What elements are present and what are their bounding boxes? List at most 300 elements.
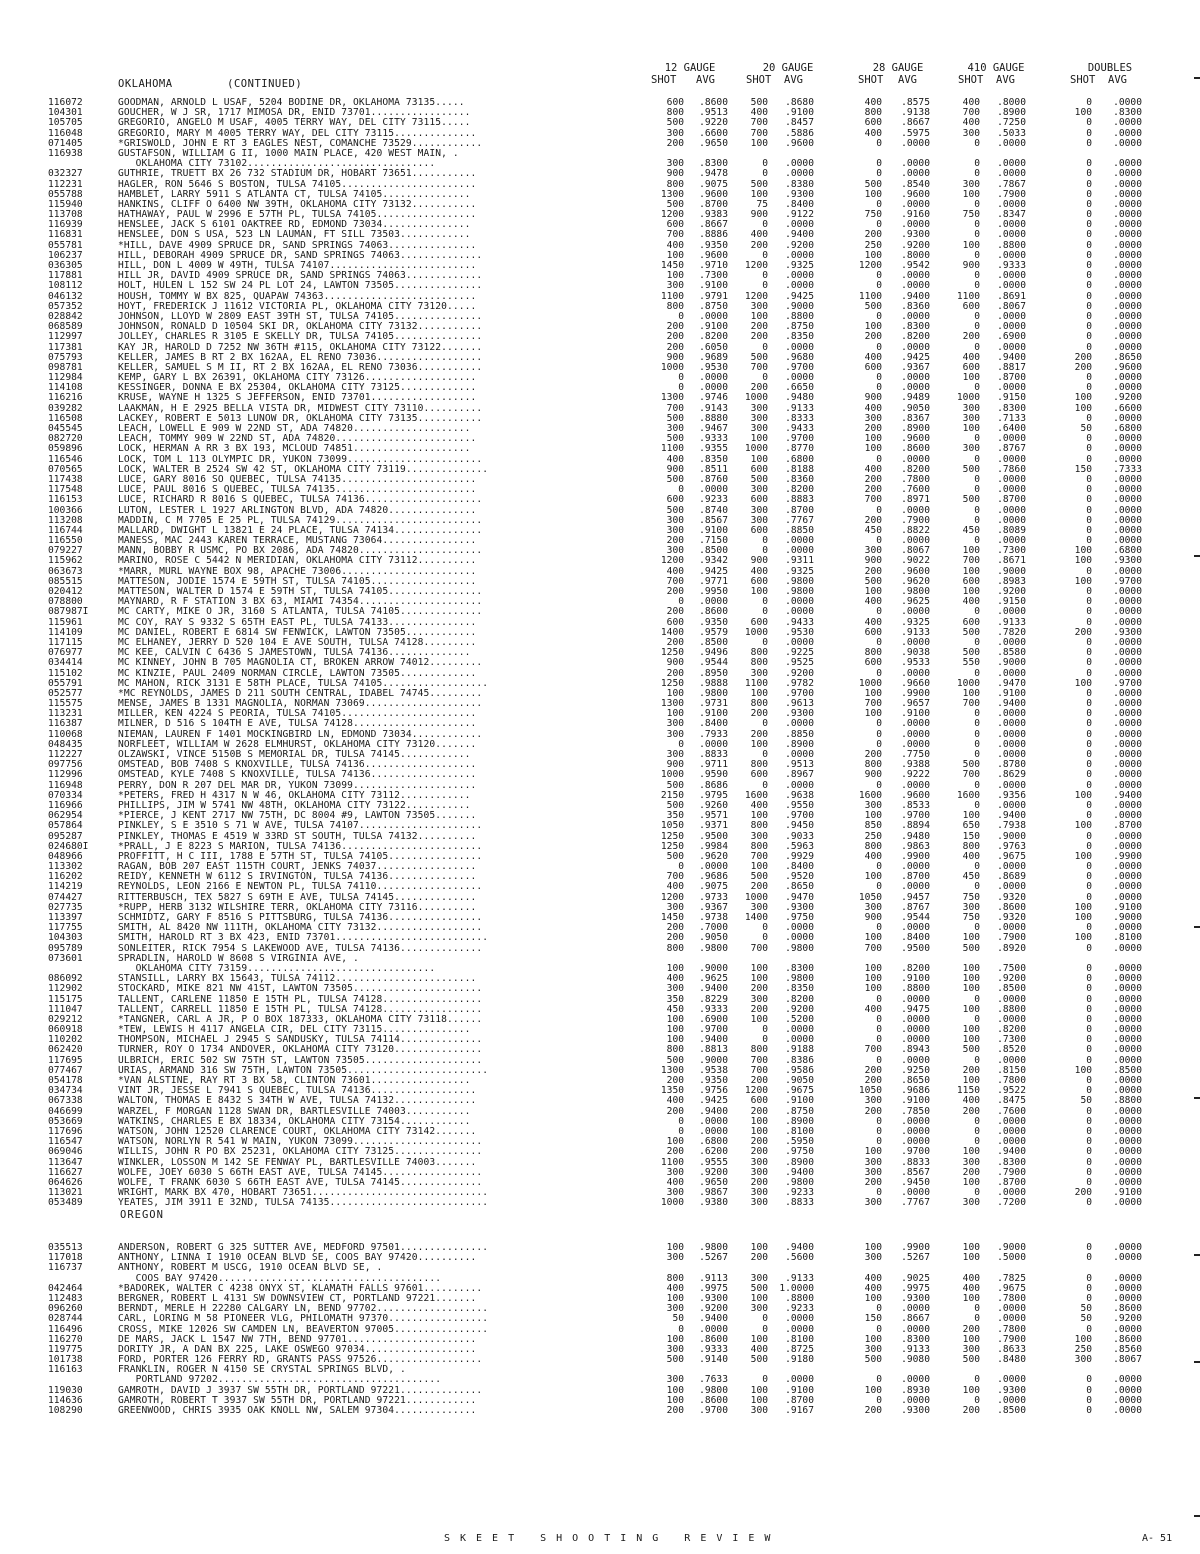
shot-20-gauge: 400 — [750, 107, 768, 119]
avg-12-gauge: .8500 — [699, 545, 728, 557]
avg-28-gauge: .0000 — [901, 1115, 930, 1127]
avg-410-gauge: .8500 — [997, 983, 1026, 995]
shot-20-gauge: 500 — [750, 1282, 768, 1294]
shot-28-gauge: 700 — [864, 942, 882, 954]
avg-20-gauge: .9800 — [785, 942, 814, 954]
member-id: 048435 — [48, 738, 83, 750]
avg-410-gauge: .0000 — [997, 799, 1026, 811]
avg-410-gauge: .0000 — [997, 1115, 1026, 1127]
avg-410-gauge: .0000 — [997, 484, 1026, 496]
shot-410-gauge: 100 — [962, 545, 980, 557]
avg-12-gauge: .8600 — [699, 97, 728, 108]
shot-12-gauge: 200 — [666, 922, 684, 934]
shot-header: SHOT — [958, 74, 984, 86]
avg-12-gauge: .9050 — [699, 932, 728, 944]
member-name-address: BERGNER, ROBERT L 4131 SW DOWNSVIEW CT, PORTLAND 97221....... — [118, 1293, 477, 1304]
member-id: 104301 — [48, 107, 83, 119]
avg-28-gauge: .8567 — [901, 1166, 930, 1178]
shot-12-gauge: 100 — [666, 1136, 684, 1148]
avg-doubles: .0000 — [1113, 586, 1142, 597]
avg-410-gauge: .0000 — [997, 270, 1026, 282]
shot-28-gauge: 800 — [864, 107, 882, 119]
table-row — [0, 821, 1200, 831]
member-id: 116550 — [48, 535, 83, 547]
avg-20-gauge: .9200 — [785, 667, 814, 679]
avg-12-gauge: .9771 — [699, 575, 728, 587]
avg-28-gauge: .0000 — [901, 606, 930, 618]
avg-20-gauge: .9470 — [785, 891, 814, 903]
shot-410-gauge: 0 — [974, 453, 980, 465]
avg-doubles: .0000 — [1113, 1166, 1142, 1178]
avg-12-gauge: .0000 — [699, 310, 728, 322]
member-name-address: KESSINGER, DONNA E BX 25304, OKLAHOMA CITY 73125............. — [118, 383, 477, 394]
shot-28-gauge: 400 — [864, 97, 882, 108]
shot-28-gauge: 300 — [864, 1252, 882, 1264]
shot-28-gauge: 100 — [864, 973, 882, 985]
avg-doubles: .0000 — [1113, 453, 1142, 465]
avg-12-gauge: .9300 — [699, 1292, 728, 1304]
shot-doubles: 0 — [1086, 524, 1092, 536]
member-name-address: TALLENT, CARRELL 11850 E 15TH PL, TULSA 74128................. — [118, 1004, 483, 1015]
shot-12-gauge: 700 — [666, 229, 684, 241]
member-name-address: *MARR, MURL WAYNE BOX 98, APACHE 73006....................... — [118, 566, 477, 577]
shot-410-gauge: 100 — [962, 983, 980, 995]
avg-28-gauge: .0000 — [901, 1323, 930, 1335]
shot-20-gauge: 200 — [750, 708, 768, 720]
avg-20-gauge: .8883 — [785, 494, 814, 506]
shot-28-gauge: 600 — [864, 657, 882, 669]
avg-28-gauge: .9620 — [901, 575, 930, 587]
shot-28-gauge: 900 — [864, 392, 882, 404]
avg-20-gauge: .0000 — [785, 219, 814, 231]
avg-20-gauge: .8750 — [785, 321, 814, 333]
avg-doubles: .0000 — [1113, 962, 1142, 974]
avg-28-gauge: .9480 — [901, 830, 930, 842]
shot-20-gauge: 100 — [750, 1013, 768, 1025]
avg-20-gauge: .5600 — [785, 1252, 814, 1264]
shot-28-gauge: 0 — [876, 198, 882, 210]
group-header-410-gauge: 410 GAUGE — [967, 62, 1025, 74]
shot-doubles: 0 — [1086, 993, 1092, 1005]
avg-header: AVG — [696, 74, 715, 86]
avg-28-gauge: .9600 — [901, 188, 930, 200]
avg-20-gauge: .8700 — [785, 1394, 814, 1406]
avg-doubles: .9300 — [1113, 626, 1142, 638]
shot-410-gauge: 0 — [974, 514, 980, 526]
avg-28-gauge: .8400 — [901, 932, 930, 944]
avg-20-gauge: .8900 — [785, 1156, 814, 1168]
avg-28-gauge: .9138 — [901, 107, 930, 119]
member-id: 116508 — [48, 412, 83, 424]
avg-20-gauge: .0000 — [785, 1323, 814, 1335]
shot-28-gauge: 0 — [876, 667, 882, 679]
shot-20-gauge: 300 — [750, 993, 768, 1005]
avg-12-gauge: .9383 — [699, 209, 728, 221]
shot-doubles: 0 — [1086, 168, 1092, 180]
shot-410-gauge: 800 — [962, 840, 980, 852]
avg-410-gauge: .7500 — [997, 962, 1026, 974]
avg-12-gauge: .9400 — [699, 983, 728, 995]
shot-doubles: 0 — [1086, 810, 1092, 822]
avg-28-gauge: .0000 — [901, 881, 930, 893]
avg-20-gauge: .8360 — [785, 473, 814, 485]
member-id: 117018 — [48, 1252, 83, 1264]
avg-410-gauge: .9320 — [997, 912, 1026, 923]
publication-footer: SKEET SHOOTING REVIEW — [444, 1533, 781, 1544]
shot-doubles: 0 — [1086, 738, 1092, 750]
shot-12-gauge: 500 — [666, 473, 684, 485]
member-name-address: MC CARTY, MIKE O JR, 3160 S ATLANTA, TULSA 74105.............. — [118, 607, 483, 618]
avg-doubles: .0000 — [1113, 219, 1142, 231]
member-id: 086092 — [48, 973, 83, 985]
shot-20-gauge: 800 — [750, 820, 768, 832]
shot-12-gauge: 450 — [666, 1003, 684, 1015]
avg-410-gauge: .7250 — [997, 117, 1026, 129]
shot-410-gauge: 100 — [962, 372, 980, 384]
avg-12-gauge: .6800 — [699, 1136, 728, 1148]
shot-410-gauge: 450 — [962, 524, 980, 536]
avg-12-gauge: .9686 — [699, 871, 728, 883]
avg-20-gauge: .0000 — [785, 270, 814, 282]
member-id: 068589 — [48, 321, 83, 333]
avg-410-gauge: .8200 — [997, 1024, 1026, 1036]
shot-20-gauge: 800 — [750, 1044, 768, 1056]
shot-20-gauge: 600 — [750, 1095, 768, 1107]
avg-28-gauge: .9367 — [901, 361, 930, 373]
avg-doubles: .0000 — [1113, 1003, 1142, 1015]
avg-410-gauge: .0000 — [997, 321, 1026, 333]
avg-doubles: .0000 — [1113, 1272, 1142, 1284]
member-name-address: MANN, BOBBY R USMC, PO BX 2086, ADA 74820..................... — [118, 546, 483, 557]
avg-28-gauge: .9100 — [901, 708, 930, 720]
shot-410-gauge: 200 — [962, 1323, 980, 1335]
shot-doubles: 0 — [1086, 565, 1092, 577]
avg-doubles: .0000 — [1113, 993, 1142, 1005]
state-title: OKLAHOMA — [118, 78, 173, 90]
shot-410-gauge: 0 — [974, 158, 980, 170]
member-name-address: SONLEITER, RICK 7954 S LAKEWOOD AVE, TULSA 74136.............. — [118, 943, 483, 954]
shot-12-gauge: 100 — [666, 1384, 684, 1396]
member-name-address: GUSTAFSON, WILLIAM G II, 1000 MAIN PLACE, 420 WEST MAIN, . — [118, 148, 459, 159]
shot-doubles: 100 — [1074, 555, 1092, 567]
avg-20-gauge: .9325 — [785, 565, 814, 577]
shot-doubles: 0 — [1086, 769, 1092, 781]
shot-doubles: 200 — [1074, 361, 1092, 373]
shot-410-gauge: 0 — [974, 1125, 980, 1137]
avg-doubles: .0000 — [1113, 983, 1142, 995]
avg-410-gauge: .7133 — [997, 412, 1026, 424]
avg-doubles: .0000 — [1113, 321, 1142, 333]
shot-28-gauge: 800 — [864, 840, 882, 852]
shot-doubles: 0 — [1086, 1394, 1092, 1406]
shot-410-gauge: 500 — [962, 1044, 980, 1056]
member-id: 116966 — [48, 799, 83, 811]
avg-28-gauge: .8300 — [901, 1333, 930, 1345]
member-id: 112231 — [48, 178, 83, 190]
member-name-address: DE MARS, JACK L 1547 NW 7TH, BEND 97701...................... — [118, 1334, 477, 1345]
member-name-address: MC KINZIE, PAUL 2409 NORMAN CIRCLE, LAWTON 73505............. — [118, 668, 477, 679]
margin-mark — [1194, 1097, 1200, 1099]
shot-20-gauge: 800 — [750, 698, 768, 710]
avg-20-gauge: .9200 — [785, 1003, 814, 1015]
avg-doubles: .0000 — [1113, 372, 1142, 384]
avg-doubles: .0000 — [1113, 1054, 1142, 1066]
avg-28-gauge: .9544 — [901, 912, 930, 923]
avg-12-gauge: .9620 — [699, 850, 728, 862]
shot-doubles: 0 — [1086, 1405, 1092, 1416]
shot-12-gauge: 800 — [666, 942, 684, 954]
margin-mark — [1194, 1361, 1200, 1363]
shot-410-gauge: 0 — [974, 229, 980, 241]
avg-410-gauge: .0000 — [997, 749, 1026, 760]
avg-12-gauge: .9650 — [699, 137, 728, 149]
shot-doubles: 50 — [1080, 423, 1092, 434]
avg-20-gauge: .9700 — [785, 433, 814, 445]
table-row — [0, 658, 1200, 668]
avg-12-gauge: .0000 — [699, 382, 728, 394]
shot-12-gauge: 300 — [666, 1252, 684, 1264]
shot-20-gauge: 200 — [750, 331, 768, 343]
member-name-address: HAMBLET, LARRY 5911 S ATLANTA CT, TULSA 74105............... — [118, 189, 471, 200]
shot-20-gauge: 100 — [750, 1125, 768, 1137]
shot-doubles: 100 — [1074, 1333, 1092, 1345]
member-name-address: TURNER, ROY O 1734 ANDOVER, OKLAHOMA CITY 73120............... — [118, 1045, 483, 1056]
shot-doubles: 0 — [1086, 718, 1092, 730]
avg-410-gauge: .0000 — [997, 310, 1026, 322]
shot-28-gauge: 1050 — [858, 1085, 882, 1097]
avg-410-gauge: .9150 — [997, 596, 1026, 608]
shot-doubles: 0 — [1086, 1166, 1092, 1178]
avg-20-gauge: .9225 — [785, 647, 814, 659]
avg-410-gauge: .8580 — [997, 647, 1026, 659]
member-id: 034414 — [48, 657, 83, 669]
member-id: 106237 — [48, 249, 83, 261]
shot-28-gauge: 0 — [876, 1374, 882, 1386]
shot-doubles: 0 — [1086, 606, 1092, 618]
avg-410-gauge: .0000 — [997, 382, 1026, 394]
avg-20-gauge: .8350 — [785, 983, 814, 995]
avg-410-gauge: .9356 — [997, 789, 1026, 801]
member-id: 116072 — [48, 97, 83, 108]
avg-28-gauge: .9250 — [901, 1064, 930, 1076]
avg-28-gauge: .0000 — [901, 504, 930, 516]
avg-12-gauge: .9260 — [699, 799, 728, 811]
member-name-address: KAY JR, HAROLD D 7252 NW 36TH #115, OKLAHOMA CITY 73122....... — [118, 342, 483, 353]
group-header-20-gauge: 20 GAUGE — [762, 62, 814, 74]
shot-20-gauge: 0 — [762, 545, 768, 557]
shot-410-gauge: 200 — [962, 1405, 980, 1416]
shot-28-gauge: 100 — [864, 983, 882, 995]
avg-410-gauge: .8475 — [997, 1095, 1026, 1107]
avg-12-gauge: .9984 — [699, 840, 728, 852]
shot-28-gauge: 300 — [864, 901, 882, 913]
avg-20-gauge: .0000 — [785, 1024, 814, 1036]
avg-410-gauge: .0000 — [997, 198, 1026, 210]
shot-28-gauge: 400 — [864, 402, 882, 414]
shot-doubles: 0 — [1086, 1176, 1092, 1188]
shot-410-gauge: 700 — [962, 698, 980, 710]
shot-doubles: 200 — [1074, 1187, 1092, 1199]
avg-28-gauge: .9200 — [901, 239, 930, 251]
avg-28-gauge: .8900 — [901, 423, 930, 434]
shot-12-gauge: 1050 — [660, 820, 684, 832]
shot-12-gauge: 0 — [678, 738, 684, 750]
shot-410-gauge: 0 — [974, 779, 980, 791]
member-name-address: HANKINS, CLIFF O 6400 NW 39TH, OKLAHOMA CITY 73132........... — [118, 199, 477, 210]
avg-20-gauge: .0000 — [785, 596, 814, 608]
member-id: 117381 — [48, 341, 83, 353]
shot-410-gauge: 0 — [974, 168, 980, 180]
avg-12-gauge: .9650 — [699, 1176, 728, 1188]
avg-410-gauge: .0000 — [997, 779, 1026, 791]
avg-410-gauge: .8800 — [997, 239, 1026, 251]
avg-12-gauge: .8833 — [699, 749, 728, 760]
member-name-address: MC DANIEL, ROBERT E 6814 SW FENWICK, LAWTON 73505............ — [118, 627, 477, 638]
member-id: 116496 — [48, 1323, 83, 1335]
shot-20-gauge: 100 — [750, 1292, 768, 1304]
avg-doubles: .0000 — [1113, 412, 1142, 424]
shot-12-gauge: 0 — [678, 484, 684, 496]
shot-28-gauge: 400 — [864, 616, 882, 628]
shot-20-gauge: 100 — [750, 973, 768, 985]
shot-12-gauge: 0 — [678, 382, 684, 394]
member-name-address: ANTHONY, ROBERT M USCG, 1910 OCEAN BLVD SE, . — [118, 1263, 383, 1274]
shot-410-gauge: 1100 — [956, 290, 980, 302]
member-name-address: *GRISWOLD, JOHN E RT 3 EAGLES NEST, COMANCHE 73529............ — [118, 138, 483, 149]
avg-410-gauge: .8500 — [997, 1405, 1026, 1416]
shot-20-gauge: 100 — [750, 810, 768, 822]
avg-20-gauge: .9700 — [785, 687, 814, 699]
shot-doubles: 0 — [1086, 1323, 1092, 1335]
shot-20-gauge: 0 — [762, 535, 768, 547]
member-id: 079227 — [48, 545, 83, 557]
shot-410-gauge: 200 — [962, 331, 980, 343]
shot-28-gauge: 0 — [876, 1136, 882, 1148]
avg-20-gauge: .9929 — [785, 850, 814, 862]
shot-doubles: 0 — [1086, 97, 1092, 108]
shot-20-gauge: 300 — [750, 484, 768, 496]
member-id: 053489 — [48, 1197, 83, 1209]
avg-410-gauge: .8600 — [997, 901, 1026, 913]
avg-12-gauge: .8567 — [699, 514, 728, 526]
shot-20-gauge: 0 — [762, 249, 768, 261]
shot-12-gauge: 1450 — [660, 912, 684, 923]
shot-28-gauge: 100 — [864, 1292, 882, 1304]
avg-doubles: .0000 — [1113, 1034, 1142, 1046]
shot-28-gauge: 200 — [864, 1405, 882, 1416]
shot-410-gauge: 900 — [962, 260, 980, 271]
avg-28-gauge: .9900 — [901, 850, 930, 862]
avg-20-gauge: .9700 — [785, 810, 814, 822]
member-name-address: TALLENT, CARLENE 11850 E 15TH PL, TULSA 74128................. — [118, 994, 483, 1005]
shot-28-gauge: 200 — [864, 1064, 882, 1076]
member-id: 057352 — [48, 300, 83, 312]
shot-20-gauge: 1600 — [744, 789, 768, 801]
member-id: 113208 — [48, 514, 83, 526]
avg-doubles: .0000 — [1113, 698, 1142, 710]
member-id: 042464 — [48, 1282, 83, 1294]
shot-12-gauge: 0 — [678, 1125, 684, 1137]
member-id: 055781 — [48, 239, 83, 251]
member-id: 069046 — [48, 1146, 83, 1158]
shot-doubles: 0 — [1086, 1156, 1092, 1168]
avg-doubles: .0000 — [1113, 494, 1142, 506]
member-name-address: JOHNSON, LLOYD W 2809 EAST 39TH ST, TULSA 74105............... — [118, 311, 483, 322]
shot-28-gauge: 0 — [876, 636, 882, 648]
avg-28-gauge: .0000 — [901, 779, 930, 791]
shot-28-gauge: 700 — [864, 1044, 882, 1056]
shot-12-gauge: 500 — [666, 412, 684, 424]
shot-20-gauge: 100 — [750, 1115, 768, 1127]
avg-20-gauge: .0000 — [785, 341, 814, 353]
avg-410-gauge: .8700 — [997, 494, 1026, 506]
shot-20-gauge: 800 — [750, 657, 768, 669]
member-name-address: LAAKMAN, H E 2925 BELLA VISTA DR, MIDWEST CITY 73110.......... — [118, 403, 483, 414]
shot-doubles: 250 — [1074, 1343, 1092, 1355]
shot-410-gauge: 0 — [974, 341, 980, 353]
avg-28-gauge: .9133 — [901, 1343, 930, 1355]
member-name-address: *BADOREK, WALTER C 4238 ONYX ST, KLAMATH FALLS 97601.......... — [118, 1283, 483, 1294]
shot-12-gauge: 900 — [666, 168, 684, 180]
avg-12-gauge: .9738 — [699, 912, 728, 923]
avg-doubles: .0000 — [1113, 647, 1142, 659]
shot-410-gauge: 100 — [962, 423, 980, 434]
avg-doubles: .0000 — [1113, 270, 1142, 282]
avg-doubles: .0000 — [1113, 188, 1142, 200]
member-id: 076977 — [48, 647, 83, 659]
shot-410-gauge: 600 — [962, 616, 980, 628]
shot-12-gauge: 200 — [666, 1146, 684, 1158]
avg-doubles: .0000 — [1113, 1044, 1142, 1056]
avg-20-gauge: .0000 — [785, 749, 814, 760]
avg-doubles: .0000 — [1113, 1146, 1142, 1158]
avg-12-gauge: .9975 — [699, 1282, 728, 1294]
shot-28-gauge: 200 — [864, 229, 882, 241]
shot-28-gauge: 250 — [864, 239, 882, 251]
shot-20-gauge: 700 — [750, 1064, 768, 1076]
shot-410-gauge: 0 — [974, 1115, 980, 1127]
member-id: 116387 — [48, 718, 83, 730]
member-id: 115175 — [48, 993, 83, 1005]
shot-410-gauge: 100 — [962, 1075, 980, 1086]
shot-28-gauge: 200 — [864, 1176, 882, 1188]
avg-410-gauge: .8089 — [997, 524, 1026, 536]
shot-410-gauge: 550 — [962, 657, 980, 669]
avg-20-gauge: .8188 — [785, 463, 814, 475]
avg-410-gauge: .8633 — [997, 1343, 1026, 1355]
avg-12-gauge: .6900 — [699, 1013, 728, 1025]
avg-12-gauge: .9571 — [699, 810, 728, 822]
shot-20-gauge: 200 — [750, 1176, 768, 1188]
member-name-address: GOODMAN, ARNOLD L USAF, 5204 BODINE DR, OKLAHOMA 73135..... — [118, 98, 465, 108]
member-id: 062420 — [48, 1044, 83, 1056]
avg-12-gauge: .9220 — [699, 117, 728, 129]
avg-410-gauge: .0000 — [997, 1313, 1026, 1325]
avg-20-gauge: .0000 — [785, 779, 814, 791]
shot-28-gauge: 1600 — [858, 789, 882, 801]
avg-28-gauge: .0000 — [901, 738, 930, 750]
avg-20-gauge: .0000 — [785, 545, 814, 557]
member-name-address: RITTERBUSCH, TEX 5827 S 69TH E AVE, TULSA 74145.............. — [118, 892, 477, 903]
shot-doubles: 0 — [1086, 840, 1092, 852]
member-id: 104303 — [48, 932, 83, 944]
member-name-address: SPRADLIN, HAROLD W 8608 S VIRGINIA AVE, . — [118, 953, 359, 964]
shot-12-gauge: 200 — [666, 137, 684, 149]
shot-doubles: 0 — [1086, 514, 1092, 526]
shot-28-gauge: 200 — [864, 484, 882, 496]
avg-410-gauge: .9333 — [997, 260, 1026, 271]
avg-12-gauge: .8350 — [699, 453, 728, 465]
